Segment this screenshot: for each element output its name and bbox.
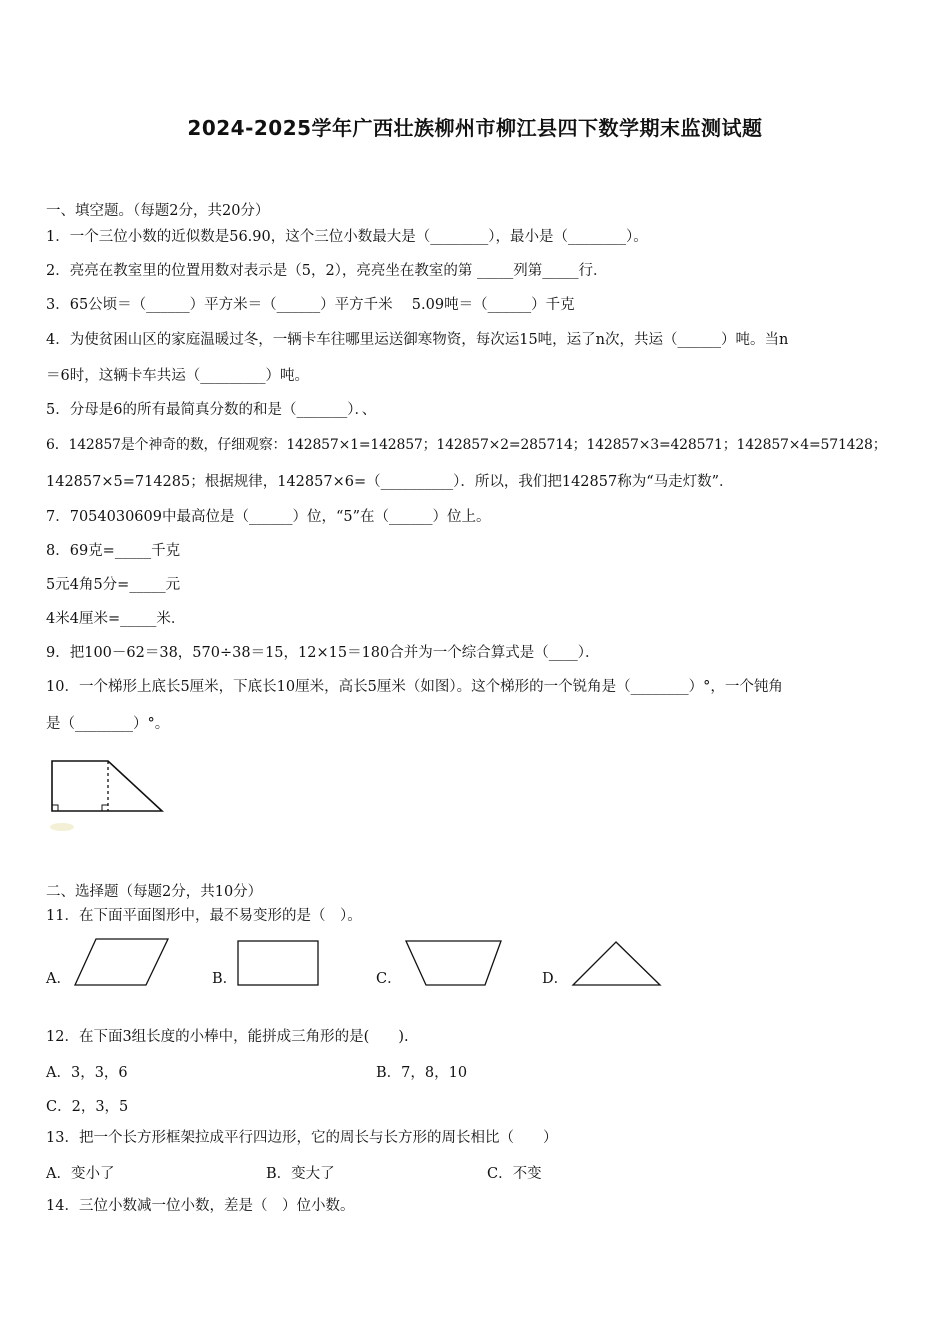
question-5: 5．分母是6的所有最简真分数的和是（_______）．、	[46, 402, 377, 418]
question-10-line-1: 10．一个梯形上底长5厘米，下底长10厘米，高长5厘米（如图）。这个梯形的一个锐角是（________）°，一个钝角	[46, 679, 783, 695]
question-7: 7．7054030609中最高位是（______）位，“5”在（______）位上。	[46, 509, 491, 525]
question-6-line-1: 6．142857是个神奇的数，仔细观察：142857×1=142857；142857×2=285714；142857×3=428571；142857×4=571428；	[46, 437, 887, 453]
question-8-line-2: 5元4角5分=_____元	[46, 577, 181, 593]
question-11: 11．在下面平面图形中，最不易变形的是（ ）。	[46, 908, 362, 924]
triangle-shape	[570, 938, 664, 990]
q13-option-a[interactable]: A．变小了	[46, 1166, 115, 1182]
question-1: 1．一个三位小数的近似数是56.90，这个三位小数最大是（________），最小是（________）。	[46, 229, 648, 245]
q12-option-c[interactable]: C．2，3，5	[46, 1099, 129, 1115]
q11-option-b[interactable]: B．	[212, 971, 238, 987]
right-angle-mark-right	[102, 805, 108, 811]
q12-option-a[interactable]: A．3，3，6	[46, 1065, 128, 1081]
q11-option-d[interactable]: D．	[542, 971, 569, 987]
question-6-line-2: 142857×5=714285；根据规律，142857×6=（__________）．所以，我们把142857称为“马走灯数”．	[46, 474, 734, 490]
question-14: 14．三位小数减一位小数，差是（ ）位小数。	[46, 1198, 355, 1214]
q13-option-c[interactable]: C．不变	[487, 1166, 542, 1182]
question-8-line-3: 4米4厘米=_____米．	[46, 611, 186, 627]
section1-heading: 一、填空题。（每题2分，共20分）	[46, 203, 270, 219]
rectangle-shape	[237, 939, 321, 987]
question-4-line-1: 4．为使贫困山区的家庭温暖过冬，一辆卡车往哪里运送御寒物资，每次运15吨，运了n次，共运（______）吨。当n	[46, 332, 789, 348]
q11-option-a[interactable]: A．	[46, 971, 71, 987]
question-9: 9．把100－62＝38，570÷38＝15，12×15＝180合并为一个综合算式是（____）．	[46, 645, 600, 661]
question-12: 12．在下面3组长度的小棒中，能拼成三角形的是( ).	[46, 1029, 409, 1045]
q11-option-c[interactable]: C．	[376, 971, 402, 987]
section2-heading: 二、选择题（每题2分，共10分）	[46, 884, 263, 900]
trapezoid-shape	[404, 937, 504, 989]
page-title: 2024-2025学年广西壮族柳州市柳江县四下数学期末监测试题	[187, 116, 763, 140]
trapezoid-outline	[52, 761, 162, 811]
question-3: 3．65公顷＝（______）平方米＝（______）平方千米 5.09吨＝（______）千克	[46, 297, 575, 313]
question-13: 13．把一个长方形框架拉成平行四边形，它的周长与长方形的周长相比（ ）	[46, 1130, 558, 1146]
q12-option-b[interactable]: B．7，8，10	[376, 1065, 468, 1081]
question-10-line-2: 是（________）°。	[46, 716, 170, 732]
figure-smudge	[50, 823, 74, 831]
question-8-line-1: 8．69克=_____千克	[46, 543, 181, 559]
question-2: 2．亮亮在教室里的位置用数对表示是（5，2），亮亮坐在教室的第 _____列第_____行．	[46, 263, 608, 279]
parallelogram-shape	[74, 936, 170, 988]
trapezoid-figure	[44, 755, 174, 845]
q13-option-b[interactable]: B．变大了	[266, 1166, 335, 1182]
question-4-line-2: ＝6时，这辆卡车共运（_________）吨。	[46, 368, 309, 384]
right-angle-mark-left	[52, 805, 58, 811]
